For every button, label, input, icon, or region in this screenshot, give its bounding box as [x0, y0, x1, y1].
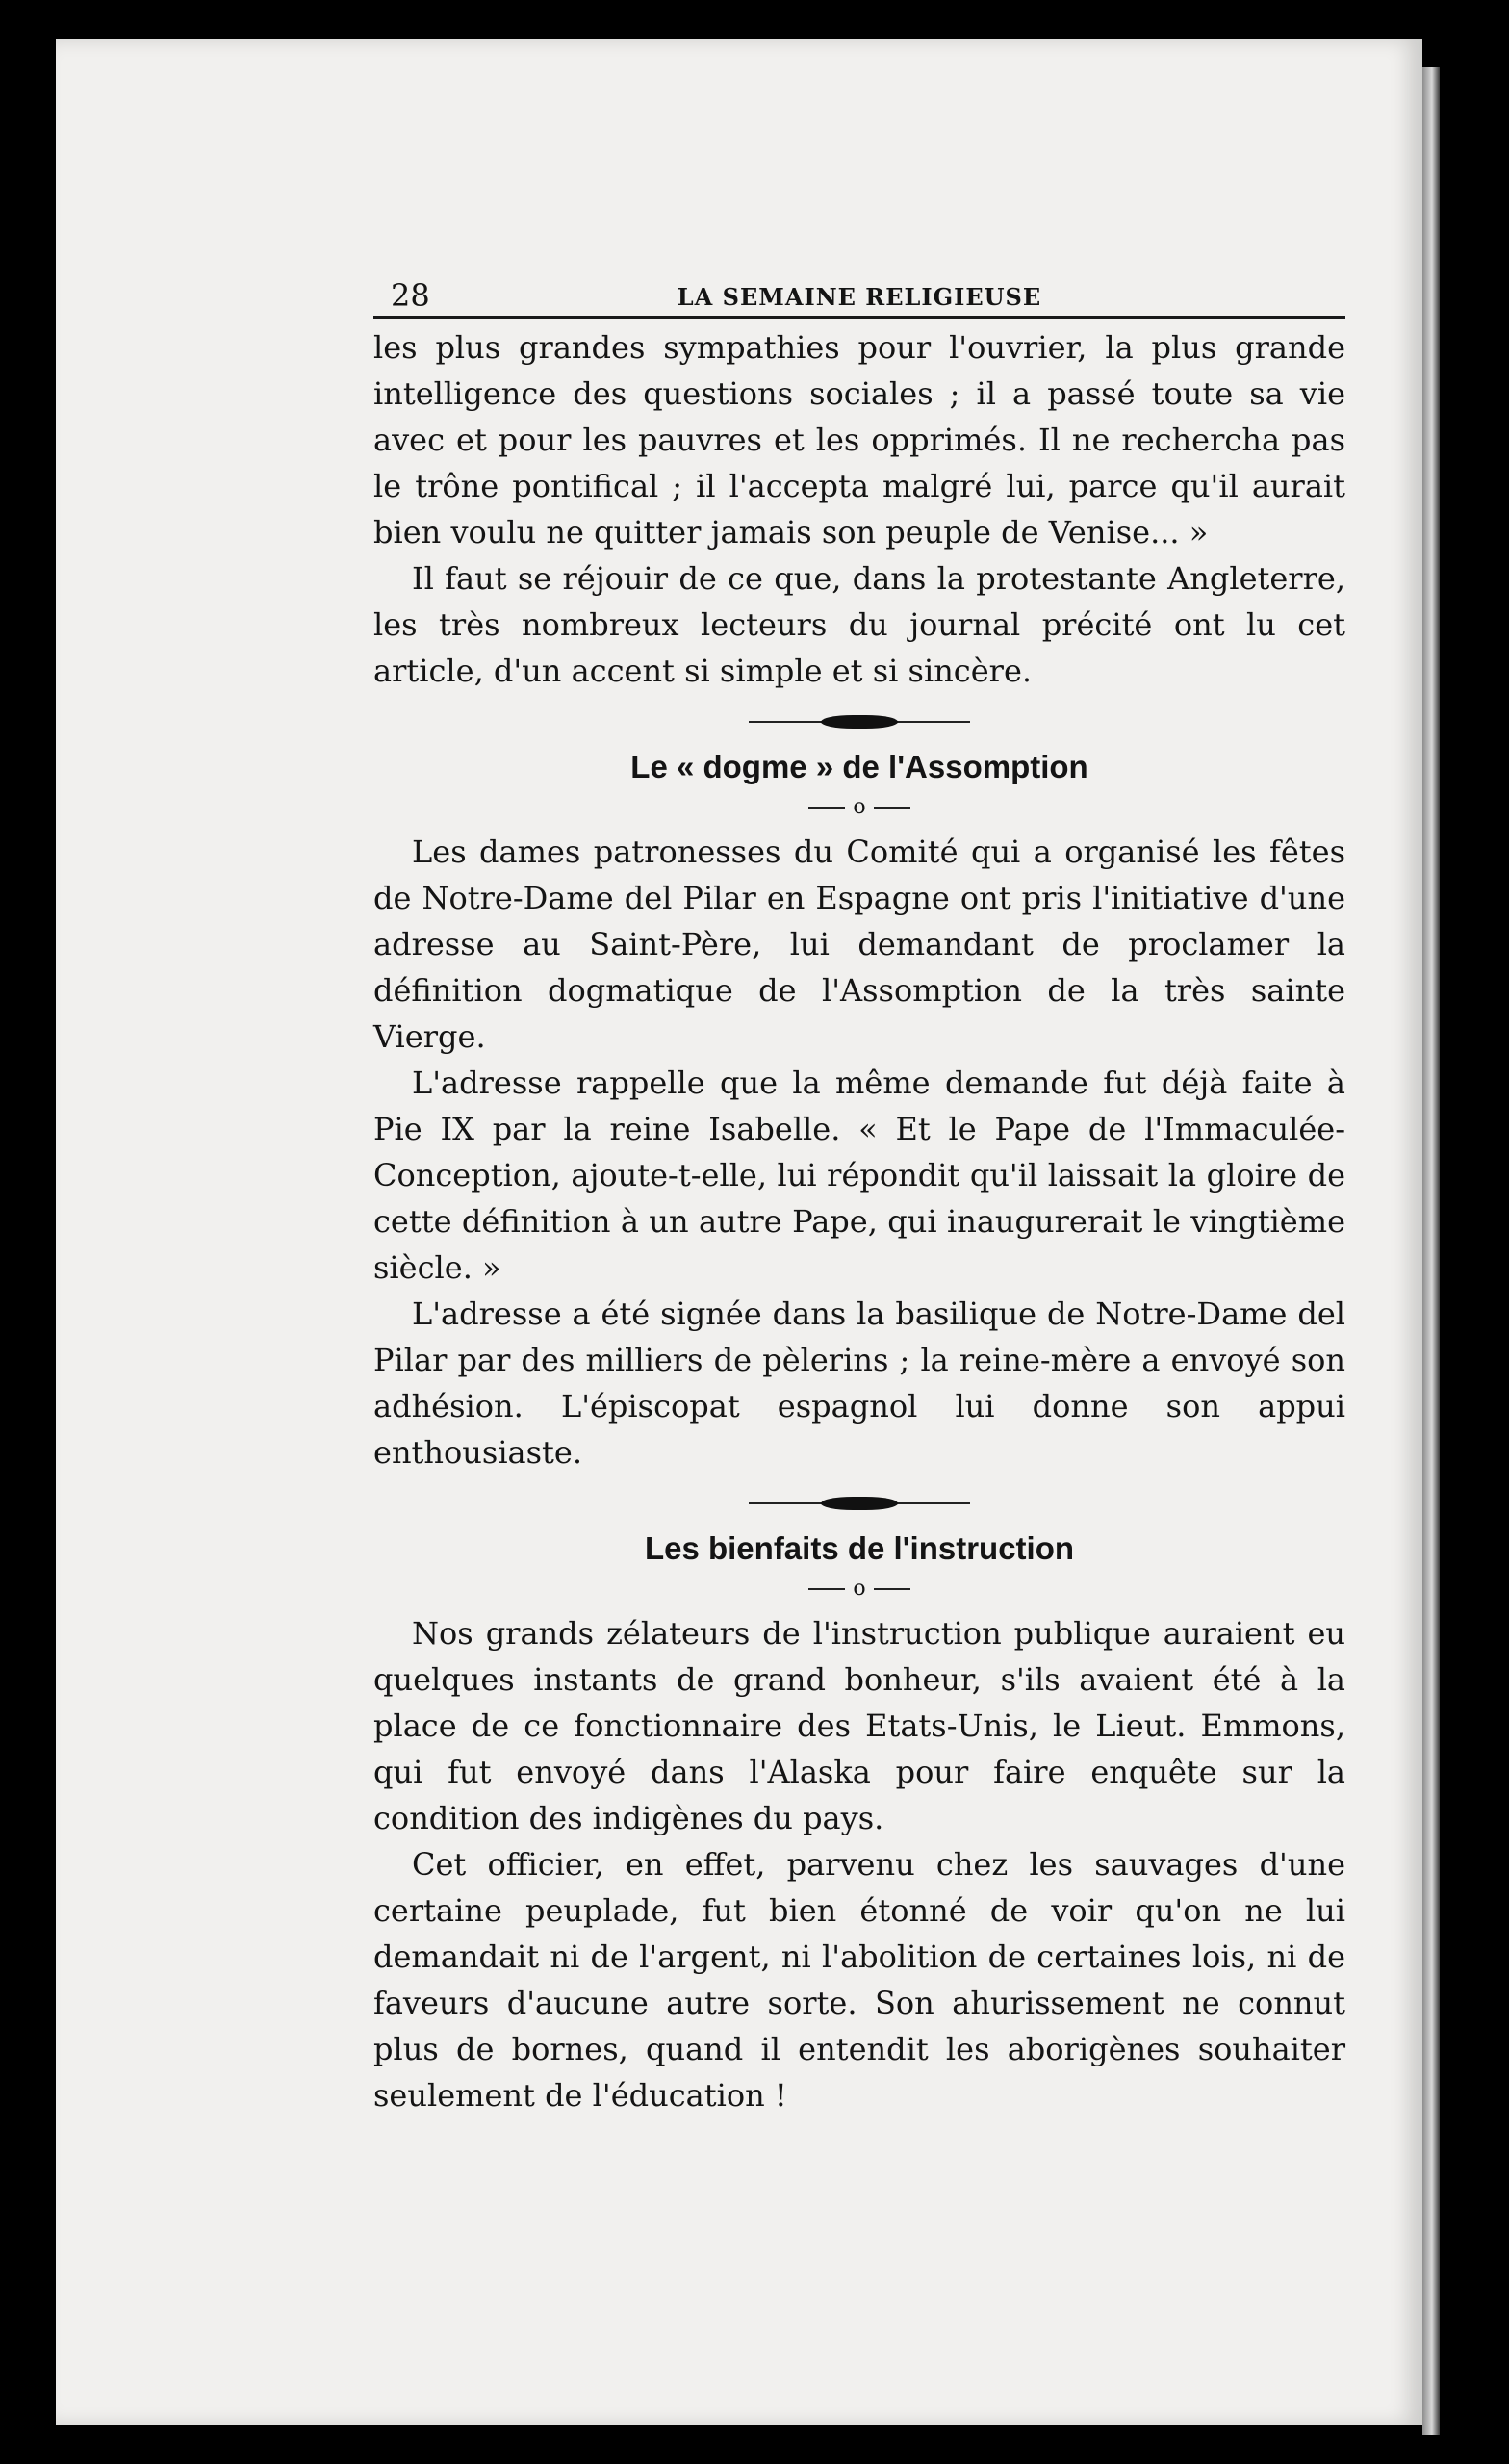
page-number: 28: [391, 277, 430, 314]
continued-paragraph: les plus grandes sympathies pour l'ouvrier, la plus grande intelligence des questions sociales ; il a passé toute sa vie avec et pour les pauvres et les opprimés. Il ne rechercha pas le trône pontifical ; il l'accepta malgré lui, parce qu'il aurait bien voulu ne quitter jamais son peuple de Venise... »: [373, 329, 1345, 551]
paragraph: L'adresse a été signée dans la basilique de Notre-Dame del Pilar par des milliers de pèlerins ; la reine-mère a envoyé son adhésion. L'épiscopat espagnol lui donne son appui enthousiaste.: [373, 1296, 1345, 1471]
title-separator: o: [373, 1574, 1345, 1604]
ornament-flourish: [821, 715, 898, 729]
book-page: [56, 38, 1422, 2426]
paragraph: Il faut se réjouir de ce que, dans la protestante Angleterre, les très nombreux lecteurs du journal précité ont lu cet article, d'un accent si simple et si sincère.: [373, 560, 1345, 689]
section-ornament: [749, 709, 970, 734]
paragraph: Les dames patronesses du Comité qui a organisé les fêtes de Notre-Dame del Pilar en Espagne ont pris l'initiative d'une adresse au Saint-Père, lui demandant de proclamer la définition dogmatique de l'Assomption de la très sainte Vierge.: [373, 834, 1345, 1055]
section-title-assomption: Le « dogme » de l'Assomption: [630, 749, 1088, 784]
paragraph: Cet officier, en effet, parvenu chez les sauvages d'une certaine peuplade, fut bien étonné de voir qu'on ne lui demandait ni de l'argent, ni l'abolition de certaines lois, ni de faveurs d'aucune autre sorte. Son ahurissement ne connut plus de bornes, quand il entendit les aborigènes souhaiter seulement de l'éducation !: [373, 1846, 1345, 2114]
section-ornament: [749, 1491, 970, 1516]
running-head: [373, 270, 1345, 319]
page-content: [373, 270, 1345, 2118]
section-title-instruction: Les bienfaits de l'instruction: [644, 1530, 1075, 1566]
paragraph: Nos grands zélateurs de l'instruction publique auraient eu quelques instants de grand bonheur, s'ils avaient été à la place de ce fonctionnaire des Etats-Unis, le Lieut. Emmons, qui fut envoyé dans l'Alaska pour faire enquête sur la condition des indigènes du pays.: [373, 1615, 1345, 1836]
ornament-flourish: [821, 1497, 898, 1510]
title-separator: o: [373, 792, 1345, 823]
paragraph: L'adresse rappelle que la même demande fut déjà faite à Pie IX par la reine Isabelle. « Et le Pape de l'Immaculée-Conception, ajoute-t-elle, lui répondit qu'il laissait la gloire de cette définition à un autre Pape, qui inaugurerait le vingtième siècle. »: [373, 1065, 1345, 1286]
page-edge-shadow: [1422, 67, 1440, 2435]
running-title: LA SEMAINE RELIGIEUSE: [677, 283, 1042, 311]
